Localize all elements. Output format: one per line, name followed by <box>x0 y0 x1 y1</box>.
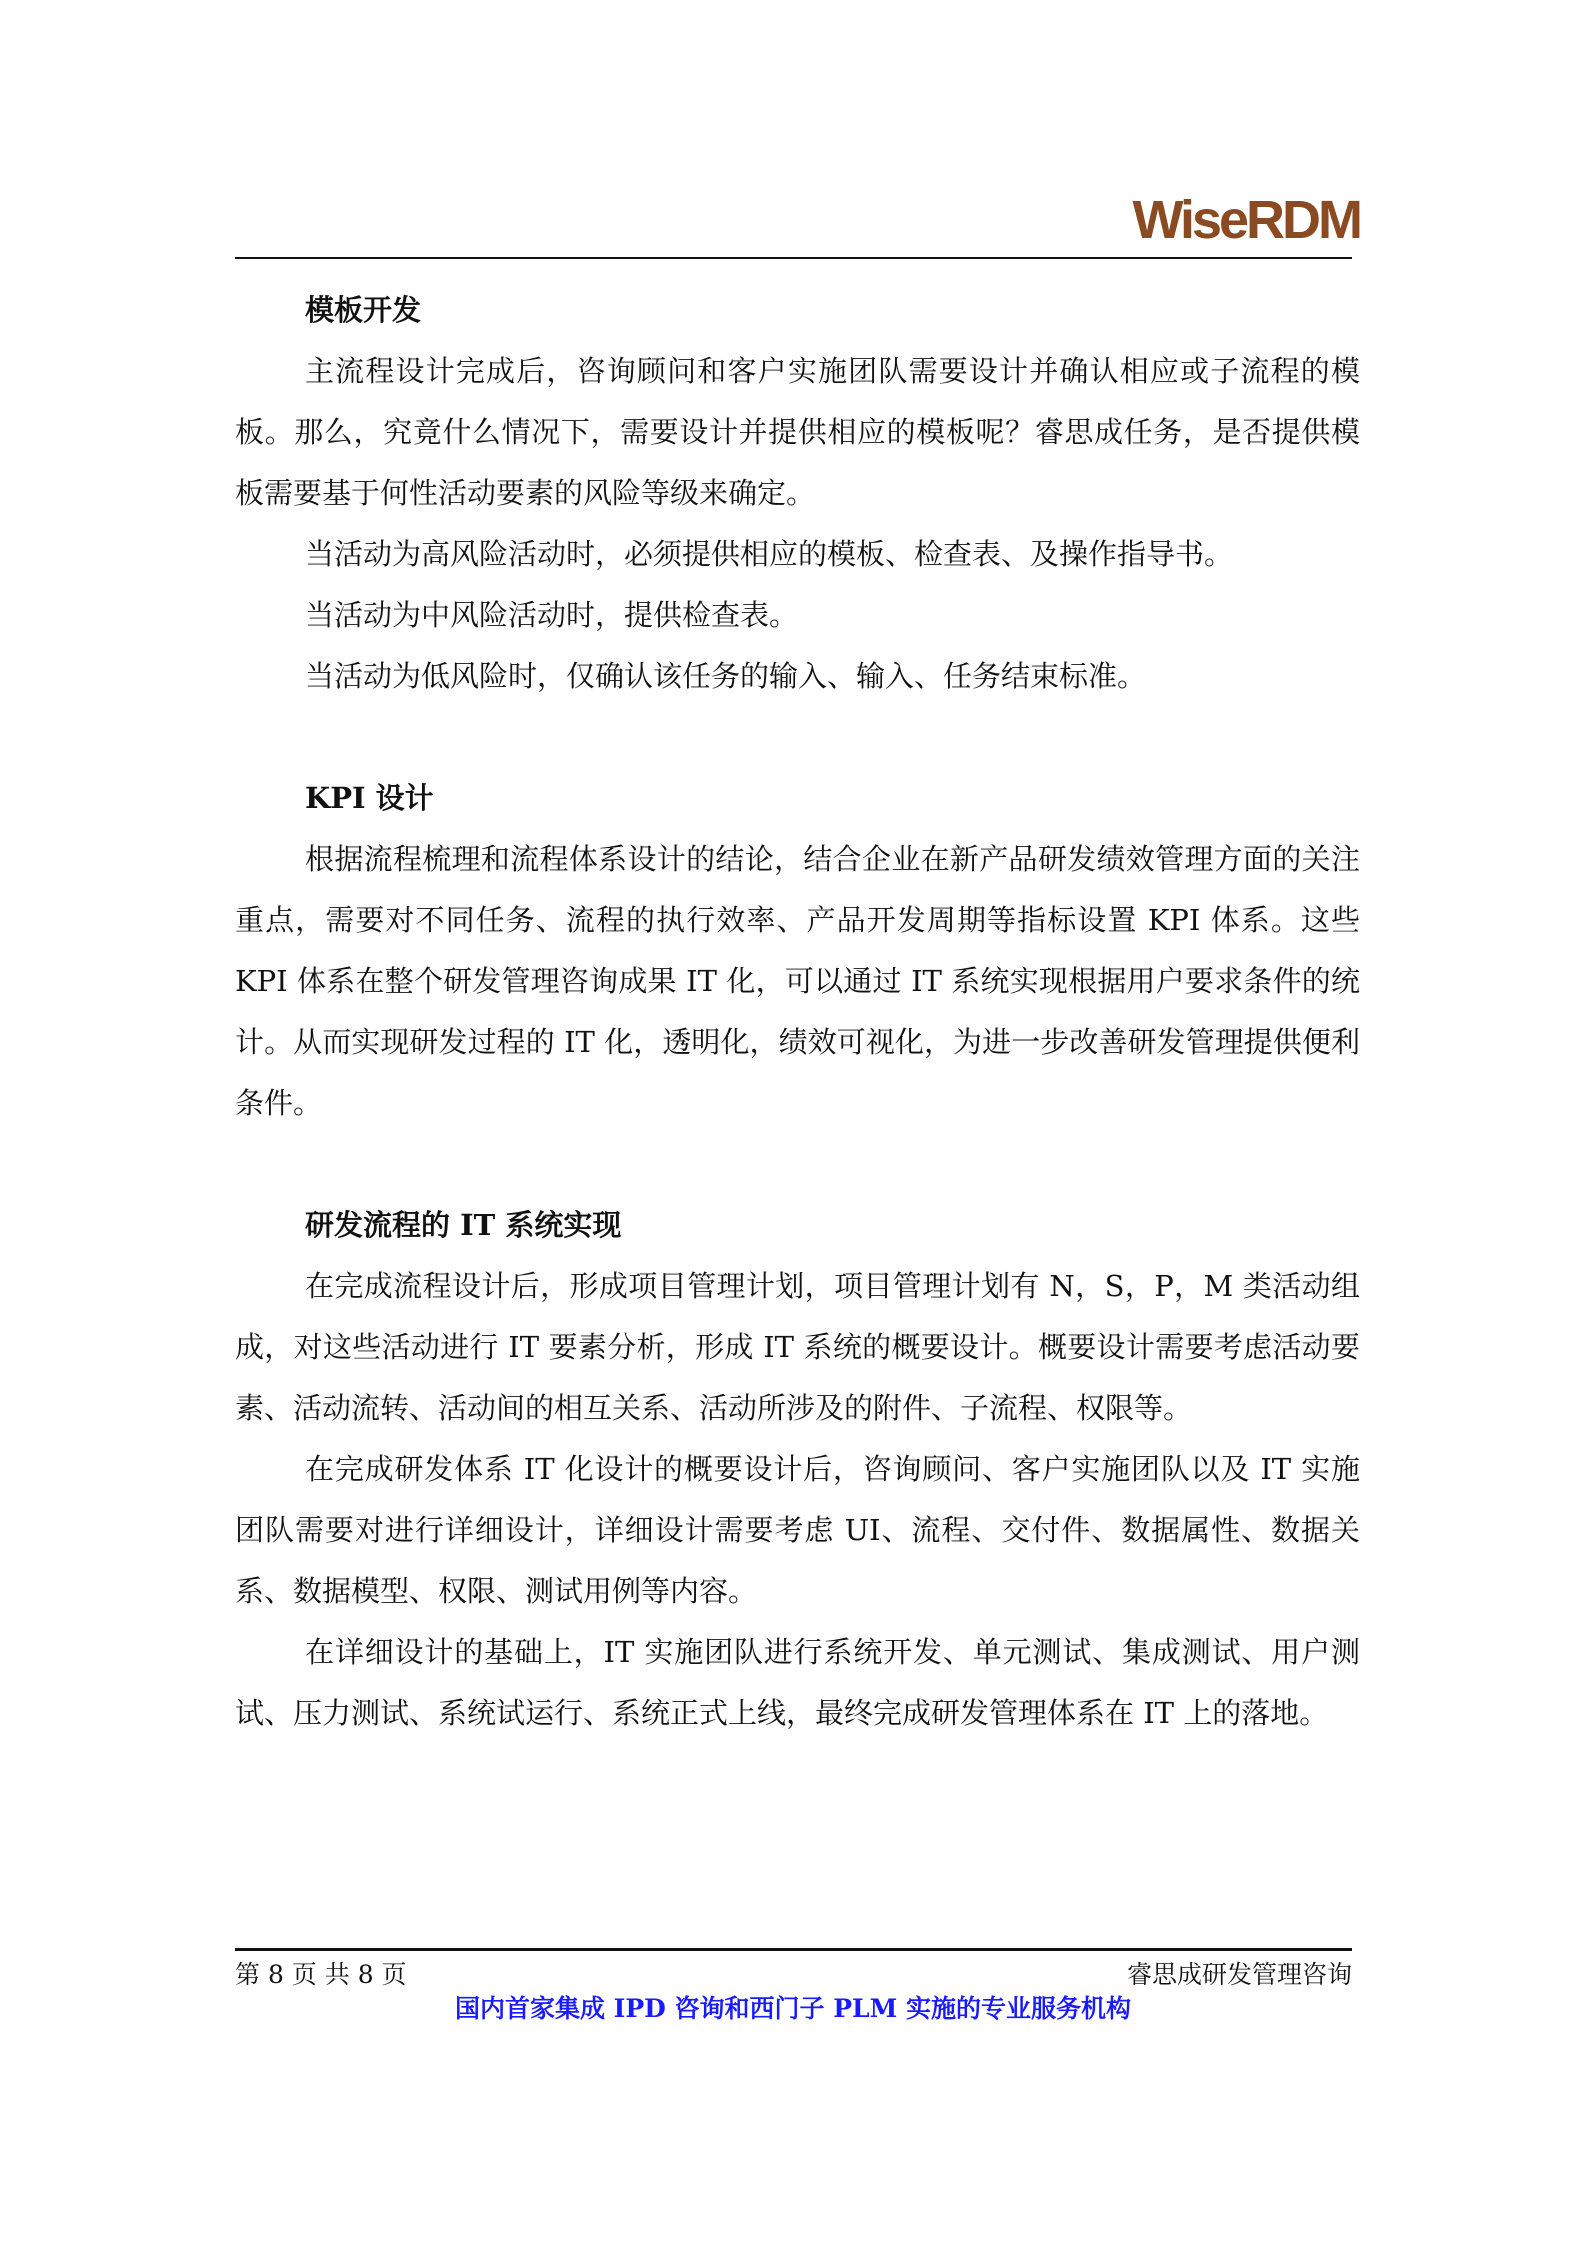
section-title-template-development: 模板开发 <box>305 293 422 327</box>
section-title-it-implementation: 研发流程的 IT 系统实现 <box>305 1208 622 1242</box>
document-body <box>235 280 1360 1744</box>
spacer <box>235 707 1360 768</box>
risk-high-line: 当活动为高风险活动时，必须提供相应的模板、检查表、及操作指导书。 <box>305 537 1234 571</box>
company-name: 睿思成研发管理咨询 <box>1126 1960 1352 1989</box>
risk-low-line: 当活动为低风险时，仅确认该任务的输入、输入、任务结束标准。 <box>305 659 1147 693</box>
paragraph: 根据流程梳理和流程体系设计的结论，结合企业在新产品研发绩效管理方面的关注重点，需要对不同任务、流程的执行效率、产品开发周期等指标设置 KPI 体系。这些 KPI 体系在整个研发管理咨询成果 IT 化，可以通过 IT 系统实现根据用户要求条件的统计。从而实现研发过程的 IT 化，透明化，绩效可视化，为进一步改善研发管理提供便利条件。 <box>235 842 1360 1120</box>
risk-medium-line: 当活动为中风险活动时，提供检查表。 <box>305 598 799 632</box>
footer-slogan: 国内首家集成 IPD 咨询和西门子 PLM 实施的专业服务机构 <box>454 1994 1132 2023</box>
wiserdm-logo: WiseRDM <box>1132 190 1360 250</box>
paragraph: 主流程设计完成后，咨询顾问和客户实施团队需要设计并确认相应或子流程的模板。那么，究竟什么情况下，需要设计并提供相应的模板呢？睿思成任务，是否提供模板需要基于何性活动要素的风险等级来确定。 <box>235 354 1360 510</box>
paragraph: 在完成研发体系 IT 化设计的概要设计后，咨询顾问、客户实施团队以及 IT 实施团队需要对进行详细设计，详细设计需要考虑 UI、流程、交付件、数据属性、数据关系、数据模型、权限、测试用例等内容。 <box>235 1452 1360 1608</box>
footer-divider <box>235 1948 1352 1951</box>
section-title-kpi-design: KPI 设计 <box>305 781 434 815</box>
spacer <box>235 1134 1360 1195</box>
page-number: 第 8 页 共 8 页 <box>235 1960 407 1989</box>
paragraph: 在完成流程设计后，形成项目管理计划，项目管理计划有 N，S，P，M 类活动组成，对这些活动进行 IT 要素分析，形成 IT 系统的概要设计。概要设计需要考虑活动要素、活动流转、活动间的相互关系、活动所涉及的附件、子流程、权限等。 <box>235 1269 1360 1425</box>
paragraph: 在详细设计的基础上，IT 实施团队进行系统开发、单元测试、集成测试、用户测试、压力测试、系统试运行、系统正式上线，最终完成研发管理体系在 IT 上的落地。 <box>235 1635 1360 1730</box>
header-divider <box>235 257 1352 259</box>
